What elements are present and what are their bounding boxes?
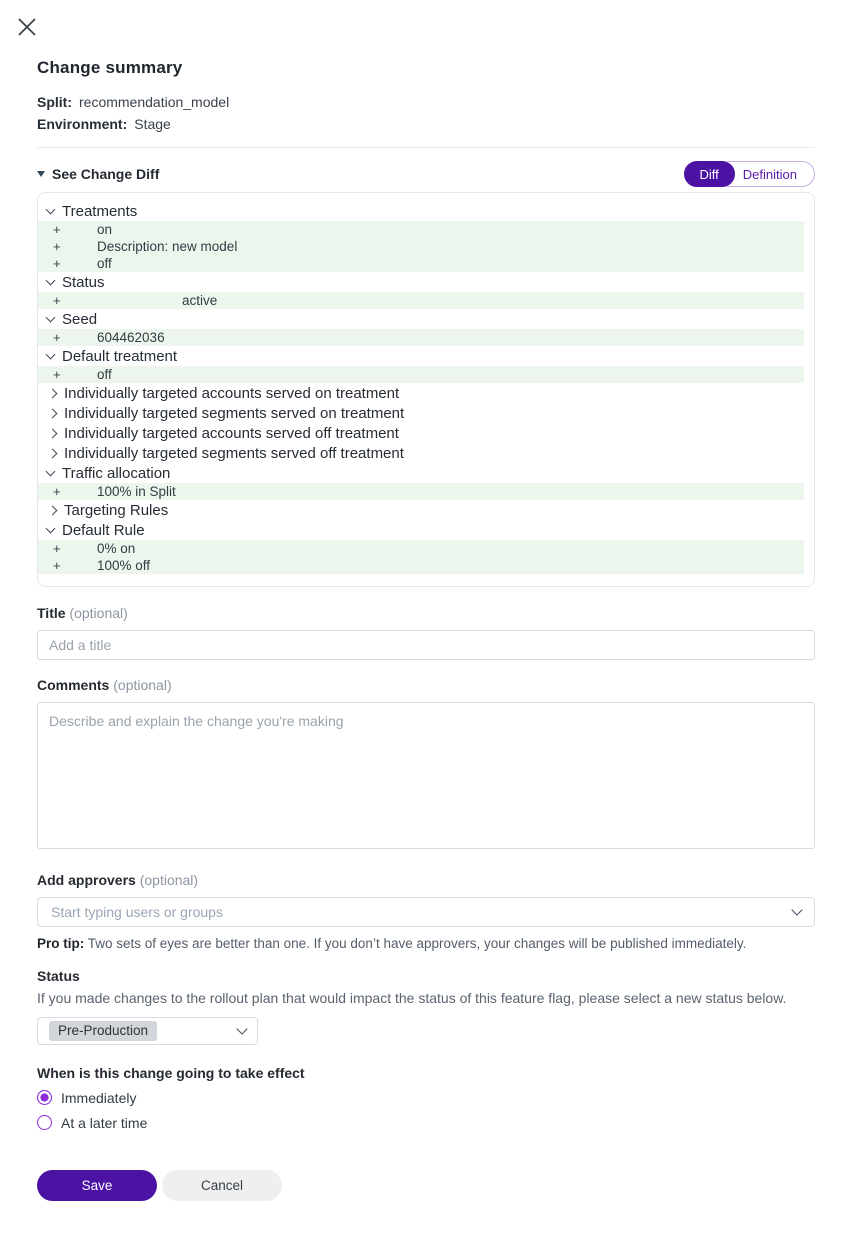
diff-tree-section[interactable] [38, 520, 814, 540]
environment-label: Environment: [37, 116, 128, 132]
approvers-field-label: Add approvers (optional) [37, 872, 199, 888]
diff-added-row [38, 483, 804, 500]
comments-field-block [37, 677, 815, 854]
diff-added-text: off [97, 256, 112, 271]
diff-section-label: Default treatment [62, 347, 178, 365]
diff-added-row [38, 255, 804, 272]
diff-tree-section[interactable] [38, 423, 814, 443]
diff-added-row [38, 557, 804, 574]
chevron-down-icon [46, 275, 56, 285]
approvers-input[interactable] [51, 904, 793, 920]
radio-later-time[interactable] [37, 1115, 815, 1131]
chevron-down-icon [46, 466, 56, 476]
status-selected-tag: Pre-Production [49, 1021, 157, 1041]
comments-field-label: Comments (optional) [37, 677, 172, 693]
diff-tree-section[interactable] [38, 272, 814, 292]
chevron-down-icon [46, 204, 56, 214]
diff-section-label: Default Rule [62, 521, 145, 539]
diff-added-row [38, 238, 804, 255]
diff-section-label: Individually targeted segments served off treatment [64, 444, 404, 462]
diff-added-row [38, 329, 804, 346]
pro-tip [37, 935, 782, 952]
see-change-diff-label: See Change Diff [52, 166, 160, 182]
diff-tree-section[interactable] [38, 463, 814, 483]
plus-icon: + [53, 558, 61, 573]
plus-icon: + [53, 239, 61, 254]
title-field-block [37, 605, 815, 660]
diff-added-text: on [97, 222, 113, 237]
effect-heading: When is this change going to take effect [37, 1064, 305, 1081]
plus-icon: + [53, 293, 61, 308]
approvers-select[interactable] [37, 897, 815, 927]
diff-tree-section[interactable] [38, 346, 814, 366]
save-button[interactable]: Save [37, 1170, 157, 1201]
approvers-field-block [37, 872, 815, 927]
status-description: If you made changes to the rollout plan that would impact the status of this feature flag, please select a new status below. [37, 990, 787, 1006]
effect-section [37, 1065, 815, 1131]
tab-definition[interactable]: Definition [727, 161, 815, 187]
diff-added-text: 0% on [97, 541, 136, 556]
radio-later-time-label: At a later time [61, 1114, 148, 1131]
diff-panel[interactable] [37, 192, 815, 587]
chevron-down-icon [46, 312, 56, 322]
diff-tree-section[interactable] [38, 383, 814, 403]
triangle-down-icon [37, 171, 45, 177]
chevron-down-icon [791, 904, 802, 915]
cancel-button[interactable]: Cancel [162, 1170, 282, 1201]
diff-added-text: 604462036 [97, 330, 165, 345]
close-icon [16, 16, 38, 38]
diff-added-text: active [182, 293, 218, 308]
diff-section-label: Status [62, 273, 105, 291]
chevron-right-icon [48, 408, 58, 418]
diff-added-row [38, 540, 804, 557]
diff-section-label: Treatments [62, 202, 138, 220]
diff-section-label: Traffic allocation [62, 464, 171, 482]
split-row [37, 91, 815, 113]
diff-section-label: Individually targeted accounts served on treatment [64, 384, 400, 402]
diff-added-row [38, 292, 804, 309]
diff-added-text: 100% in Split [97, 484, 176, 499]
action-buttons [37, 1170, 815, 1201]
diff-section-label: Targeting Rules [64, 501, 169, 519]
status-heading: Status [37, 968, 80, 984]
divider [37, 147, 815, 148]
diff-section-label: Individually targeted accounts served off treatment [64, 424, 399, 442]
environment-row [37, 113, 815, 135]
plus-icon: + [53, 330, 61, 345]
radio-immediately[interactable] [37, 1090, 815, 1106]
diff-added-text: Description: new model [97, 239, 238, 254]
chevron-down-icon [46, 523, 56, 533]
meta-section [37, 91, 815, 135]
radio-unselected-icon[interactable] [37, 1115, 52, 1130]
plus-icon: + [53, 367, 61, 382]
diff-tree-section[interactable] [38, 403, 814, 423]
diff-tree-section[interactable] [38, 443, 814, 463]
plus-icon: + [53, 541, 61, 556]
plus-icon: + [53, 222, 61, 237]
tab-diff[interactable]: Diff [684, 161, 735, 187]
diff-added-row [38, 366, 804, 383]
comments-textarea[interactable] [37, 702, 815, 849]
chevron-down-icon [46, 349, 56, 359]
pro-tip-label: Pro tip: [37, 936, 85, 951]
diff-tree-section[interactable] [38, 309, 814, 329]
page-title: Change summary [37, 58, 183, 77]
diff-added-row [38, 221, 804, 238]
diff-tree-section[interactable] [38, 500, 814, 520]
see-change-diff-collapse[interactable] [37, 166, 159, 182]
chevron-right-icon [48, 505, 58, 515]
diff-section-label: Individually targeted segments served on treatment [64, 404, 405, 422]
status-section [37, 968, 815, 1045]
chevron-down-icon [236, 1023, 247, 1034]
title-field-label: Title (optional) [37, 605, 128, 621]
diff-added-text: 100% off [97, 558, 151, 573]
split-value: recommendation_model [79, 94, 230, 110]
diff-section-label: Seed [62, 310, 98, 328]
radio-immediately-label: Immediately [61, 1089, 137, 1106]
diff-tree-section[interactable] [38, 201, 814, 221]
close-button[interactable] [16, 16, 38, 38]
diff-header-row [37, 160, 815, 188]
chevron-right-icon [48, 448, 58, 458]
pro-tip-text: Two sets of eyes are better than one. If you don’t have approvers, your changes will be published immediately. [87, 936, 747, 951]
diff-added-text: off [97, 367, 112, 382]
title-input[interactable] [37, 630, 815, 660]
plus-icon: + [53, 484, 61, 499]
chevron-right-icon [48, 428, 58, 438]
diff-definition-toggle [684, 161, 815, 187]
plus-icon: + [53, 256, 61, 271]
radio-selected-icon[interactable] [37, 1090, 52, 1105]
chevron-right-icon [48, 388, 58, 398]
environment-value: Stage [134, 116, 171, 132]
status-select[interactable] [37, 1017, 258, 1045]
split-label: Split: [37, 94, 72, 110]
